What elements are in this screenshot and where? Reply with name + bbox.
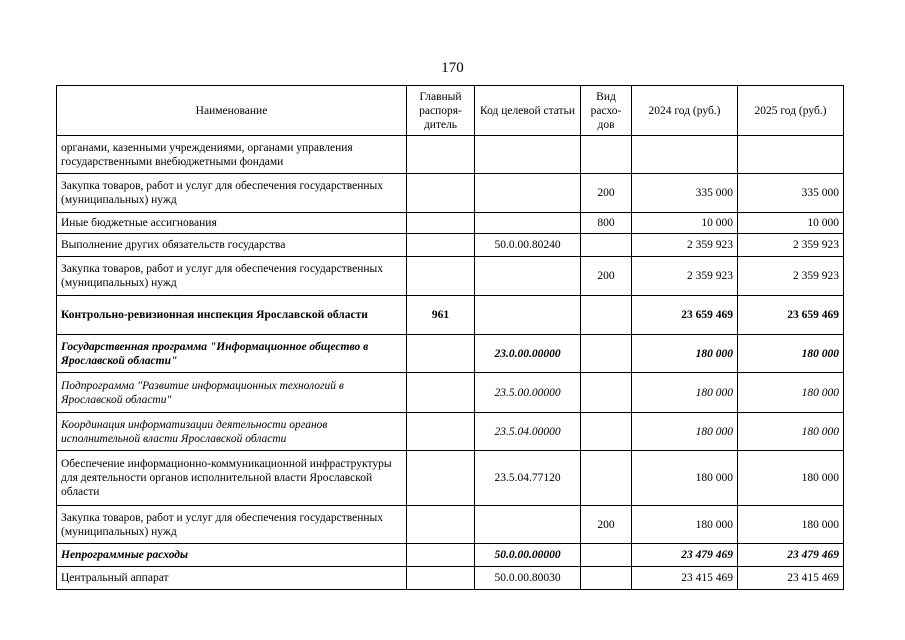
cell-type <box>581 544 632 567</box>
header-code: Код целевой статьи <box>475 86 581 136</box>
cell-admin <box>407 506 475 544</box>
cell-2024: 180 000 <box>632 373 738 413</box>
cell-code: 23.5.04.77120 <box>475 451 581 506</box>
cell-type <box>581 413 632 451</box>
cell-admin <box>407 213 475 234</box>
cell-name: Подпрограмма "Развитие информационных технологий в Ярославской области" <box>57 373 407 413</box>
table-row <box>57 567 844 590</box>
cell-type <box>581 234 632 257</box>
cell-type: 200 <box>581 174 632 213</box>
cell-2025: 23 659 469 <box>738 296 844 335</box>
cell-2025: 10 000 <box>738 213 844 234</box>
cell-name: Государственная программа "Информационное общество в Ярославской области" <box>57 335 407 373</box>
cell-code <box>475 174 581 213</box>
budget-table <box>56 85 844 590</box>
cell-2024: 2 359 923 <box>632 234 738 257</box>
cell-2025: 180 000 <box>738 506 844 544</box>
cell-code: 50.0.00.80240 <box>475 234 581 257</box>
cell-type <box>581 296 632 335</box>
cell-2024: 23 479 469 <box>632 544 738 567</box>
cell-type <box>581 567 632 590</box>
table-row <box>57 451 844 506</box>
header-2024: 2024 год (руб.) <box>632 86 738 136</box>
table-header-row <box>57 86 844 136</box>
cell-type <box>581 136 632 174</box>
cell-name: Контрольно-ревизионная инспекция Ярославской области <box>57 296 407 335</box>
cell-name: Центральный аппарат <box>57 567 407 590</box>
cell-type <box>581 335 632 373</box>
cell-2025: 2 359 923 <box>738 234 844 257</box>
cell-2025: 180 000 <box>738 373 844 413</box>
cell-code <box>475 136 581 174</box>
cell-2024: 23 415 469 <box>632 567 738 590</box>
header-type: Вид расхо-дов <box>581 86 632 136</box>
cell-2024: 2 359 923 <box>632 257 738 296</box>
cell-2025: 2 359 923 <box>738 257 844 296</box>
cell-2025 <box>738 136 844 174</box>
table-row <box>57 234 844 257</box>
cell-2024: 180 000 <box>632 451 738 506</box>
table-row <box>57 257 844 296</box>
header-admin: Главный распоря-дитель <box>407 86 475 136</box>
table-row <box>57 136 844 174</box>
cell-2024: 10 000 <box>632 213 738 234</box>
cell-2025: 180 000 <box>738 451 844 506</box>
cell-admin <box>407 451 475 506</box>
cell-name: Непрограммные расходы <box>57 544 407 567</box>
cell-admin <box>407 174 475 213</box>
cell-name: Обеспечение информационно-коммуникационной инфраструктуры для деятельности органов исполнительной власти Ярославской области <box>57 451 407 506</box>
cell-2024 <box>632 136 738 174</box>
cell-type: 200 <box>581 506 632 544</box>
cell-code <box>475 506 581 544</box>
cell-admin <box>407 373 475 413</box>
table-row <box>57 506 844 544</box>
cell-2024: 180 000 <box>632 506 738 544</box>
cell-name: органами, казенными учреждениями, органами управления государственными внебюджетными фондами <box>57 136 407 174</box>
cell-admin <box>407 413 475 451</box>
cell-code: 50.0.00.00000 <box>475 544 581 567</box>
cell-admin <box>407 136 475 174</box>
cell-admin <box>407 234 475 257</box>
cell-admin: 961 <box>407 296 475 335</box>
cell-2024: 180 000 <box>632 413 738 451</box>
cell-name: Координация информатизации деятельности органов исполнительной власти Ярославской области <box>57 413 407 451</box>
cell-admin <box>407 335 475 373</box>
cell-admin <box>407 544 475 567</box>
cell-2024: 335 000 <box>632 174 738 213</box>
cell-code: 23.5.00.00000 <box>475 373 581 413</box>
cell-name: Закупка товаров, работ и услуг для обеспечения государственных (муниципальных) нужд <box>57 257 407 296</box>
page-number: 170 <box>441 60 464 76</box>
table-row <box>57 544 844 567</box>
header-name: Наименование <box>57 86 407 136</box>
cell-type <box>581 451 632 506</box>
cell-type: 800 <box>581 213 632 234</box>
cell-code: 23.5.04.00000 <box>475 413 581 451</box>
cell-2024: 180 000 <box>632 335 738 373</box>
cell-type <box>581 373 632 413</box>
table-row <box>57 213 844 234</box>
cell-2024: 23 659 469 <box>632 296 738 335</box>
cell-name: Закупка товаров, работ и услуг для обеспечения государственных (муниципальных) нужд <box>57 174 407 213</box>
cell-2025: 23 479 469 <box>738 544 844 567</box>
cell-name: Выполнение других обязательств государства <box>57 234 407 257</box>
cell-admin <box>407 257 475 296</box>
cell-code <box>475 296 581 335</box>
cell-code <box>475 257 581 296</box>
table-row <box>57 413 844 451</box>
cell-2025: 180 000 <box>738 335 844 373</box>
cell-2025: 335 000 <box>738 174 844 213</box>
cell-code: 23.0.00.00000 <box>475 335 581 373</box>
cell-code <box>475 213 581 234</box>
table-row <box>57 373 844 413</box>
table-row <box>57 335 844 373</box>
cell-type: 200 <box>581 257 632 296</box>
cell-code: 50.0.00.80030 <box>475 567 581 590</box>
cell-2025: 23 415 469 <box>738 567 844 590</box>
table-row <box>57 174 844 213</box>
table-row <box>57 296 844 335</box>
cell-name: Иные бюджетные ассигнования <box>57 213 407 234</box>
cell-2025: 180 000 <box>738 413 844 451</box>
header-2025: 2025 год (руб.) <box>738 86 844 136</box>
cell-name: Закупка товаров, работ и услуг для обеспечения государственных (муниципальных) нужд <box>57 506 407 544</box>
cell-admin <box>407 567 475 590</box>
